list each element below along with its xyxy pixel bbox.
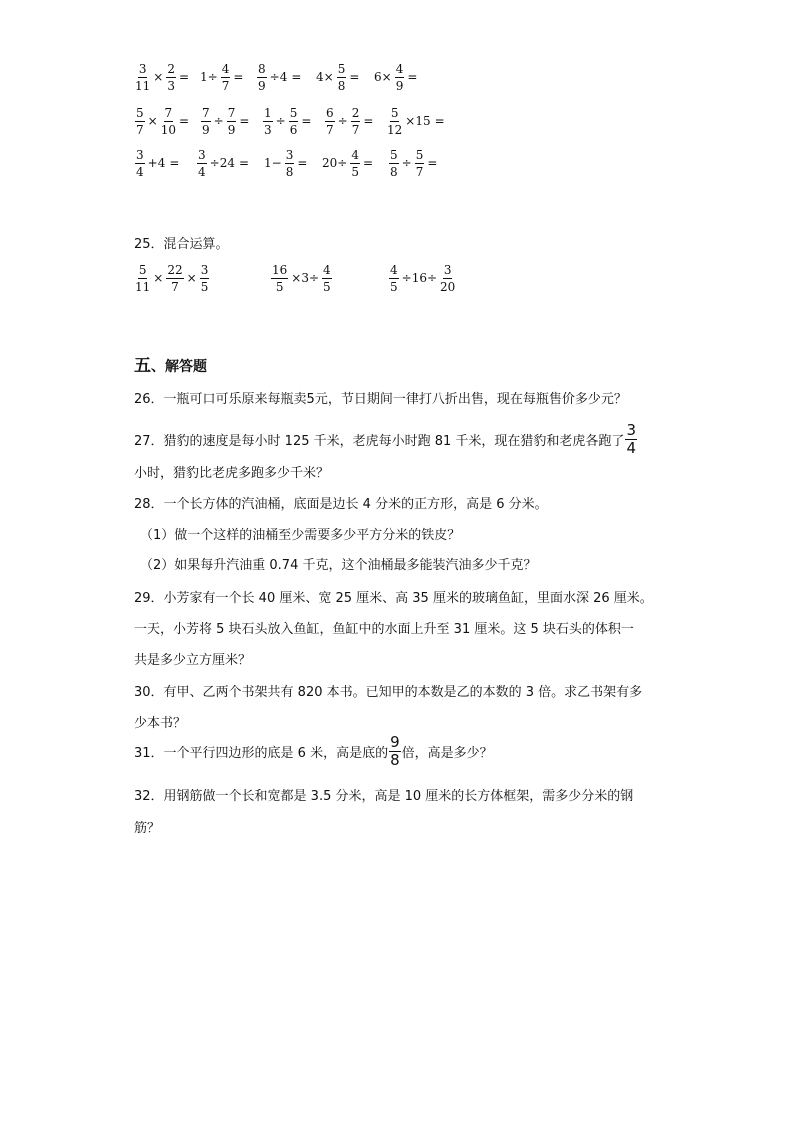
q25-expr-2: $\frac{16}{5}$ ×3÷ $\frac{4}{5}$ <box>272 262 331 294</box>
section-heading: 五、解答题 <box>134 356 207 376</box>
calc-item: 6× $\frac{4}{9}$ = <box>374 61 418 93</box>
question-29-line2: 一天，小芳将 5 块石头放入鱼缸，鱼缸中的水面上升至 31 厘米。这 5 块石头的体积一 <box>134 622 634 637</box>
calc-item: $\frac{7}{9}$ ÷ $\frac{7}{9}$ = <box>202 105 250 137</box>
q25-expr-3: $\frac{4}{5}$ ÷16÷ $\frac{3}{20}$ <box>390 262 456 294</box>
calc-item: 1− $\frac{3}{8}$ = <box>264 147 308 179</box>
question-28: 28．一个长方体的汽油桶，底面是边长 4 分米的正方形，高是 6 分米。 <box>134 497 548 512</box>
q27-fraction: $\frac{3}{4}$ <box>626 421 636 457</box>
calc-item: 1÷ $\frac{4}{7}$ = <box>200 61 244 93</box>
question-29-line3: 共是多少立方厘米？ <box>134 653 252 668</box>
question-31: 31．一个平行四边形的底是 6 米，高是底的 $\frac{9}{8}$ 倍，高是多少？ <box>134 733 493 769</box>
question-28-part2: （2）如果每升汽油重 0.74 千克，这个油桶最多能装汽油多少千克？ <box>140 558 537 573</box>
question-30-line2: 少本书？ <box>134 716 187 731</box>
question-27-line2: 小时，猎豹比老虎多跑多少千米？ <box>134 466 330 481</box>
calc-item: $\frac{6}{7}$ ÷ $\frac{2}{7}$ = <box>326 105 374 137</box>
question-30-line1: 30．有甲、乙两个书架共有 820 本书。已知甲的本数是乙的本数的 3 倍。求乙书架有多 <box>134 685 643 700</box>
calc-item: $\frac{8}{9}$ ÷4 = <box>258 61 302 93</box>
question-27-line1: 27．猎豹的速度是每小时 125 千米，老虎每小时跑 81 千米，现在猎豹和老虎各跑了 $\frac{3}{4}$ <box>134 421 636 457</box>
calc-item: 20÷ $\frac{4}{5}$ = <box>322 147 374 179</box>
calc-item: $\frac{3}{11}$ × $\frac{2}{3}$ = <box>135 61 190 93</box>
q25-title: 25．混合运算。 <box>134 237 229 252</box>
calc-item: 4× $\frac{5}{8}$ = <box>316 61 360 93</box>
question-29-line1: 29．小芳家有一个长 40 厘米、宽 25 厘米、高 35 厘米的玻璃鱼缸，里面水深 26 厘米。 <box>134 591 653 606</box>
calc-item: $\frac{5}{8}$ ÷ $\frac{5}{7}$ = <box>390 147 438 179</box>
calc-item: $\frac{3}{4}$ ÷24 = <box>198 147 250 179</box>
calc-item: $\frac{1}{3}$ ÷ $\frac{5}{6}$ = <box>264 105 312 137</box>
q31-fraction: $\frac{9}{8}$ <box>390 733 400 769</box>
calc-item: $\frac{5}{12}$ ×15 = <box>387 105 445 137</box>
question-28-part1: （1）做一个这样的油桶至少需要多少平方分米的铁皮？ <box>140 528 461 543</box>
question-32-line1: 32．用钢筋做一个长和宽都是 3.5 分米，高是 10 厘米的长方体框架，需多少分米的钢 <box>134 789 634 804</box>
calc-item: $\frac{3}{4}$ +4 = <box>136 147 180 179</box>
question-32-line2: 筋？ <box>134 821 161 836</box>
question-26: 26．一瓶可口可乐原来每瓶卖5元，节日期间一律打八折出售，现在每瓶售价多少元？ <box>134 392 627 407</box>
q25-expr-1: $\frac{5}{11}$ × $\frac{22}{7}$ × $\frac{3}{5}$ <box>135 262 209 294</box>
calc-item: $\frac{5}{7}$ × $\frac{7}{10}$ = <box>136 105 190 137</box>
